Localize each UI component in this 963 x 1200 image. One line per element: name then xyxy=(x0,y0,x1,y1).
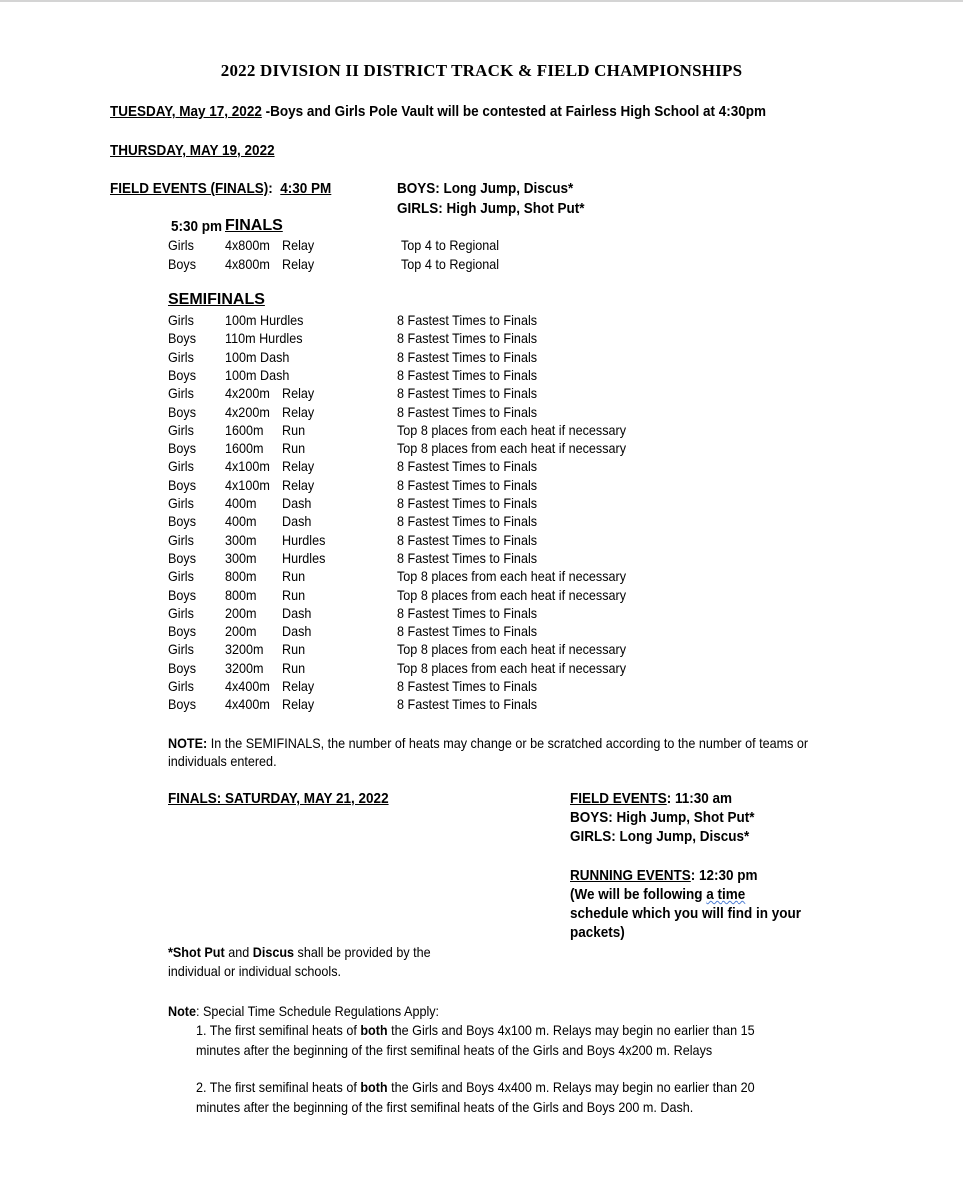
event-type-cell: Run xyxy=(282,659,306,676)
event-type-cell: Relay xyxy=(282,696,315,713)
tuesday-text: -Boys and Girls Pole Vault will be contested at Fairless High School at 4:30pm xyxy=(261,103,766,120)
schedule-line-1 xyxy=(570,886,745,903)
event-type-cell: Relay xyxy=(282,458,315,475)
advancement-cell: 8 Fastest Times to Finals xyxy=(397,531,538,548)
gender-cell: Girls xyxy=(168,495,194,511)
distance-cell: 300m xyxy=(225,549,257,566)
semifinals-note xyxy=(168,734,839,770)
schedule-note-intro: : Special Time Schedule Regulations Apply: xyxy=(196,1003,440,1019)
field-events-label: FIELD EVENTS (FINALS) xyxy=(110,180,269,197)
saturday-boys-field: BOYS: High Jump, Shot Put* xyxy=(570,809,755,826)
event-type-cell: Run xyxy=(282,568,306,585)
semifinals-label: SEMIFINALS xyxy=(168,291,265,308)
running-events-time: : 12:30 pm xyxy=(690,867,758,884)
event-type-cell: Dash xyxy=(282,513,312,530)
thursday-date: THURSDAY, MAY 19, 2022 xyxy=(110,142,275,159)
advancement-cell: Top 4 to Regional xyxy=(401,256,500,272)
gender-cell: Boys xyxy=(168,696,197,713)
gender-cell: Girls xyxy=(168,312,194,328)
distance-cell: 800m xyxy=(225,568,257,585)
advancement-cell: 8 Fastest Times to Finals xyxy=(397,348,538,365)
event-type-cell: Relay xyxy=(282,678,315,694)
gender-cell: Girls xyxy=(168,385,194,402)
table-row xyxy=(168,641,868,659)
item-2-text-b: the Girls and Boys 4x400 m. Relays may begin no earlier than 20 xyxy=(387,1079,755,1095)
gender-cell: Boys xyxy=(168,440,197,457)
event-type-cell: Relay xyxy=(282,476,315,493)
finals-label: FINALS xyxy=(225,217,283,234)
tuesday-line xyxy=(110,103,766,120)
gender-cell: Girls xyxy=(168,641,194,658)
event-type-cell: Dash xyxy=(282,623,312,640)
distance-cell: 3200m xyxy=(225,641,264,658)
distance-cell: 4x400m xyxy=(225,696,270,713)
gender-cell: Boys xyxy=(168,549,197,566)
event-type-cell: Relay xyxy=(282,237,315,253)
gender-cell: Girls xyxy=(168,568,194,585)
finals-heading xyxy=(171,218,228,236)
advancement-cell: Top 8 places from each heat if necessary xyxy=(397,568,627,585)
advancement-cell: Top 8 places from each heat if necessary xyxy=(397,586,627,603)
implements-discus: Discus xyxy=(252,944,295,960)
thursday-girls-field: GIRLS: High Jump, Shot Put* xyxy=(397,200,585,217)
advancement-cell: Top 4 to Regional xyxy=(401,237,500,253)
distance-cell: 400m xyxy=(225,513,257,530)
note-text: In the SEMIFINALS, the number of heats may change or be scratched according to the number of teams or individuals entered. xyxy=(168,735,809,769)
gender-cell: Boys xyxy=(168,513,197,530)
tuesday-date: TUESDAY, May 17, 2022 xyxy=(110,103,262,120)
advancement-cell: 8 Fastest Times to Finals xyxy=(397,385,538,402)
gender-cell: Girls xyxy=(168,458,194,475)
gender-cell: Boys xyxy=(168,330,197,347)
distance-cell: 4x200m xyxy=(225,385,270,402)
table-row xyxy=(168,312,868,330)
table-row xyxy=(168,495,868,513)
table-row xyxy=(168,367,868,385)
table-row xyxy=(168,660,868,678)
saturday-girls-field: GIRLS: Long Jump, Discus* xyxy=(570,828,750,845)
saturday-finals-date: FINALS: SATURDAY, MAY 21, 2022 xyxy=(168,790,389,807)
item-1-bold: both xyxy=(360,1022,388,1038)
field-events-colon: : xyxy=(268,180,273,197)
item-2-text-a: 2. The first semifinal heats of xyxy=(196,1079,361,1095)
table-row xyxy=(168,513,868,531)
advancement-cell: 8 Fastest Times to Finals xyxy=(397,604,538,621)
running-events-label: RUNNING EVENTS xyxy=(570,867,691,884)
item-1-text-a: 1. The first semifinal heats of xyxy=(196,1022,361,1038)
saturday-field-time: : 11:30 am xyxy=(666,790,733,807)
distance-cell: 200m xyxy=(225,604,257,621)
table-row xyxy=(168,404,868,422)
table-row xyxy=(168,385,868,403)
page-title: 2022 DIVISION II DISTRICT TRACK & FIELD CHAMPIONSHIPS xyxy=(220,61,743,80)
finals-time: 5:30 pm xyxy=(171,218,223,235)
table-row xyxy=(168,237,868,255)
distance-cell: 800m xyxy=(225,586,257,603)
advancement-cell: Top 8 places from each heat if necessary xyxy=(397,421,627,438)
event-type-cell: Run xyxy=(282,421,306,438)
event-type-cell: Run xyxy=(282,641,306,658)
schedule-line-2: schedule which you will find in your xyxy=(570,905,802,922)
distance-cell: 400m xyxy=(225,495,257,511)
advancement-cell: 8 Fastest Times to Finals xyxy=(397,513,538,530)
running-events xyxy=(570,867,758,884)
event-type-cell: Relay xyxy=(282,403,315,420)
schedule-line-1-text: (We will be following xyxy=(570,886,707,903)
advancement-cell: 8 Fastest Times to Finals xyxy=(397,495,538,511)
distance-cell: 200m xyxy=(225,623,257,640)
distance-cell: 4x800m xyxy=(225,256,270,272)
event-type-cell: Run xyxy=(282,440,306,457)
saturday-field-events xyxy=(570,790,732,807)
thursday-boys-field: BOYS: Long Jump, Discus* xyxy=(397,180,574,197)
event-type-cell: Hurdles xyxy=(282,549,326,566)
distance-cell: 1600m xyxy=(225,421,264,438)
event-type-cell: Relay xyxy=(282,385,315,402)
table-row xyxy=(168,550,868,568)
table-row xyxy=(168,256,868,274)
implements-line-2: individual or individual schools. xyxy=(168,963,342,979)
schedule-line-1-flagged: a time xyxy=(706,886,746,903)
implements-and: and xyxy=(224,944,253,960)
advancement-cell: 8 Fastest Times to Finals xyxy=(397,366,538,383)
table-row xyxy=(168,532,868,550)
table-row xyxy=(168,696,868,714)
gender-cell: Boys xyxy=(168,403,197,420)
table-row xyxy=(168,440,868,458)
advancement-cell: 8 Fastest Times to Finals xyxy=(397,312,538,328)
event-type-cell: Dash xyxy=(282,495,312,511)
item-1-text-b: the Girls and Boys 4x100 m. Relays may begin no earlier than 15 xyxy=(387,1022,755,1038)
gender-cell: Girls xyxy=(168,348,194,365)
gender-cell: Girls xyxy=(168,604,194,621)
top-border xyxy=(0,0,963,2)
gender-cell: Boys xyxy=(168,256,197,272)
schedule-note-item-1-line-2: minutes after the beginning of the first semifinal heats of the Girls and Boys 4x200 m. Relays xyxy=(196,1042,713,1058)
table-row xyxy=(168,349,868,367)
implements-star: * xyxy=(168,944,173,960)
table-row xyxy=(168,330,868,348)
schedule-note-item-1 xyxy=(196,1022,755,1038)
implements-shot: Shot Put xyxy=(172,944,225,960)
event-type-cell: Dash xyxy=(282,604,312,621)
note-label: NOTE: xyxy=(168,735,208,751)
event-cell: 100m Dash xyxy=(225,366,290,383)
advancement-cell: 8 Fastest Times to Finals xyxy=(397,458,538,475)
gender-cell: Girls xyxy=(168,421,194,438)
implements-line-1 xyxy=(168,944,431,960)
event-type-cell: Hurdles xyxy=(282,531,326,548)
gender-cell: Boys xyxy=(168,476,197,493)
gender-cell: Girls xyxy=(168,237,194,253)
advancement-cell: 8 Fastest Times to Finals xyxy=(397,403,538,420)
advancement-cell: 8 Fastest Times to Finals xyxy=(397,678,538,694)
distance-cell: 4x800m xyxy=(225,237,270,253)
advancement-cell: Top 8 places from each heat if necessary xyxy=(397,440,627,457)
implements-rest: shall be provided by the xyxy=(294,944,431,960)
table-row xyxy=(168,477,868,495)
field-events-time: 4:30 PM xyxy=(280,180,332,197)
advancement-cell: Top 8 places from each heat if necessary xyxy=(397,659,627,676)
advancement-cell: 8 Fastest Times to Finals xyxy=(397,330,538,347)
distance-cell: 4x200m xyxy=(225,403,270,420)
event-type-cell: Run xyxy=(282,586,306,603)
thursday-field-events xyxy=(110,180,331,197)
advancement-cell: 8 Fastest Times to Finals xyxy=(397,549,538,566)
advancement-cell: 8 Fastest Times to Finals xyxy=(397,476,538,493)
saturday-field-label: FIELD EVENTS xyxy=(570,790,667,807)
schedule-note-item-2 xyxy=(196,1079,755,1095)
gender-cell: Girls xyxy=(168,678,194,694)
schedule-note-label: Note xyxy=(168,1003,197,1019)
distance-cell: 4x400m xyxy=(225,678,270,694)
distance-cell: 1600m xyxy=(225,440,264,457)
gender-cell: Boys xyxy=(168,366,197,383)
event-cell: 110m Hurdles xyxy=(225,330,303,347)
table-row xyxy=(168,568,868,586)
distance-cell: 4x100m xyxy=(225,476,270,493)
advancement-cell: Top 8 places from each heat if necessary xyxy=(397,641,627,658)
schedule-note-heading xyxy=(168,1003,439,1019)
table-row xyxy=(168,422,868,440)
advancement-cell: 8 Fastest Times to Finals xyxy=(397,623,538,640)
table-row xyxy=(168,605,868,623)
advancement-cell: 8 Fastest Times to Finals xyxy=(397,696,538,713)
item-2-bold: both xyxy=(360,1079,388,1095)
schedule-line-3: packets) xyxy=(570,924,625,941)
gender-cell: Boys xyxy=(168,659,197,676)
event-cell: 100m Dash xyxy=(225,348,290,365)
distance-cell: 4x100m xyxy=(225,458,270,475)
distance-cell: 300m xyxy=(225,531,257,548)
table-row xyxy=(168,458,868,476)
gender-cell: Boys xyxy=(168,623,197,640)
gender-cell: Girls xyxy=(168,531,194,548)
schedule-note-item-2-line-2: minutes after the beginning of the first semifinal heats of the Girls and Boys 200 m. Dash. xyxy=(196,1099,694,1115)
event-type-cell: Relay xyxy=(282,256,315,272)
table-row xyxy=(168,623,868,641)
gender-cell: Boys xyxy=(168,586,197,603)
event-cell: 100m Hurdles xyxy=(225,312,304,328)
distance-cell: 3200m xyxy=(225,659,264,676)
table-row xyxy=(168,678,868,696)
table-row xyxy=(168,587,868,605)
